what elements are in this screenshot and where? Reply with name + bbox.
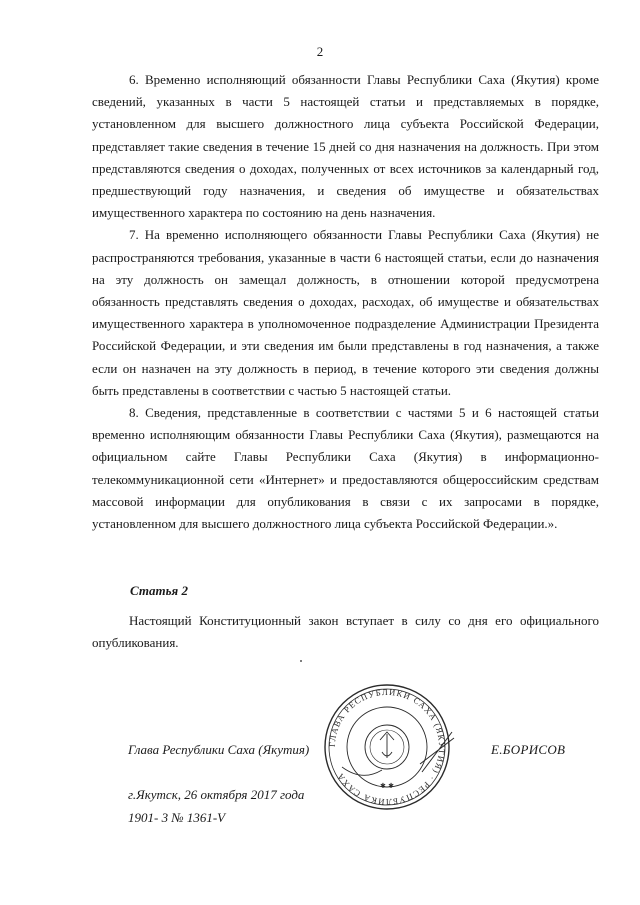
paragraph-8: 8. Сведения, представленные в соответствии с частями 5 и 6 настоящей статьи временно исполняющим обязанности Главы Республики Саха (Якутия), размещаются на официальном сайте Главы Республики Саха (Якутия) в информационно-телекоммуникационной сети «Интернет» и предоставляются общероссийским средствам массовой информации для опубликования в связи с их запросами в порядке, установленном для высшего должностного лица субъекта Российской Федерации.». <box>92 405 599 532</box>
seal-ring-text: ГЛАВА РЕСПУБЛИКИ САХА (ЯКУТИЯ) · РЕСПУБЛИКА САХА <box>326 686 448 808</box>
paragraph-7: 7. На временно исполняющего обязанности Главы Республики Саха (Якутия) не распространяются требования, указанные в части 6 настоящей статьи, если до назначения на эту должность он замещал должность, в отношении которой предусмотрена обязанность представлять сведения о доходах, расходах, об имуществе и обязательствах имущественного характера в уполномоченное подразделение Администрации Президента Российской Федерации, и эти сведения им были представлены в год назначения, а также если он назначен на эту должность в период, в течение которого эти сведения должны быть представлены в соответствии с частью 5 настоящей статьи. <box>92 227 599 398</box>
signatory-title: Глава Республики Саха (Якутия) <box>128 742 310 757</box>
svg-text:✱ ✱: ✱ ✱ <box>380 782 394 790</box>
registration-number: 1901- 3 № 1361-V <box>128 810 226 825</box>
place-and-date: г.Якутск, 26 октября 2017 года <box>128 787 305 802</box>
official-seal <box>302 672 472 822</box>
article-text: Настоящий Конституционный закон вступает в силу со дня его официального опубликования. <box>92 613 599 651</box>
article-heading: Статья 2 <box>130 583 188 598</box>
document-body <box>92 69 599 535</box>
signatory-name: Е.БОРИСОВ <box>491 742 566 757</box>
ink-dot <box>300 660 302 662</box>
paragraph-6: 6. Временно исполняющий обязанности Главы Республики Саха (Якутия) кроме сведений, указанных в части 5 настоящей статьи и представляемых в порядке, установленном для высшего должностного лица субъекта Российской Федерации, представляет такие сведения в течение 15 дней со дня назначения на должность. При этом представляются сведения о доходах, полученных от всех источников за календарный год, предшествующий году назначения, и сведения об имуществе и обязательствах имущественного характера по состоянию на день назначения. <box>92 72 599 221</box>
page-number: 2 <box>316 44 324 59</box>
